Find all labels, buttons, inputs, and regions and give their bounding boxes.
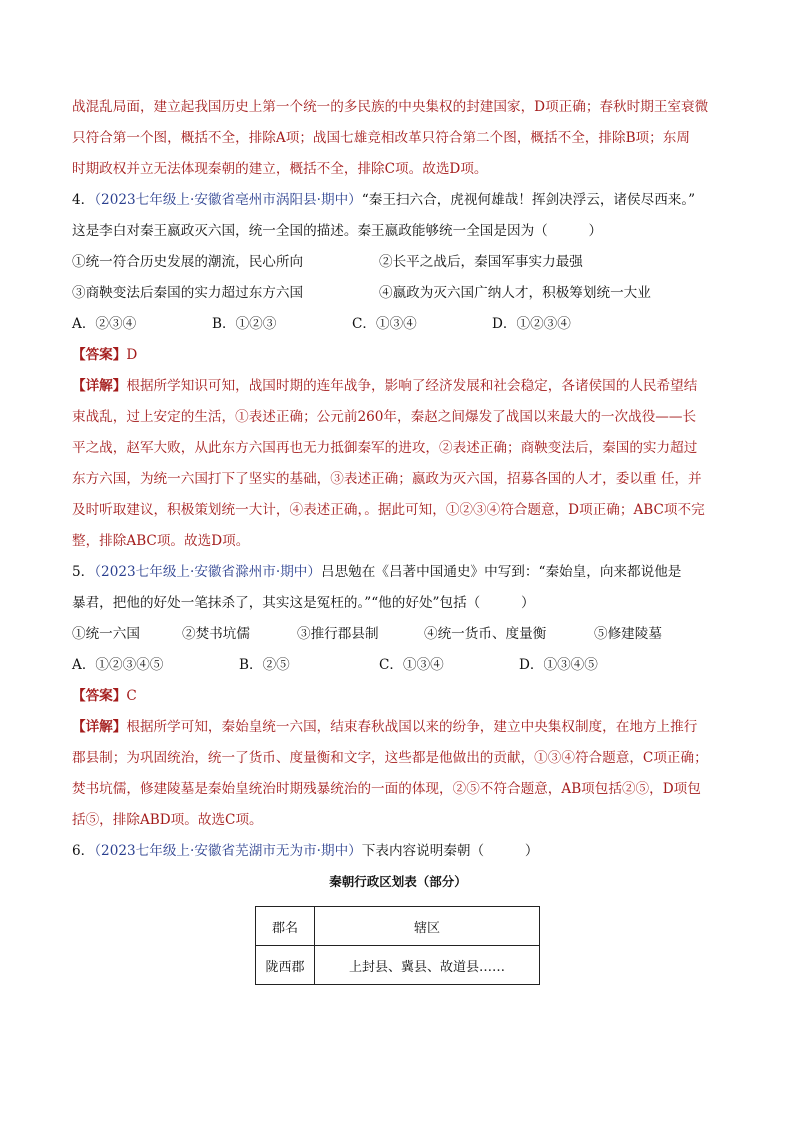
detail-text: 根据所学可知，秦始皇统一六国，结束春秋战国以来的纷争，建立中央集权制度，在地方上推行	[126, 719, 698, 735]
question-4-items-row	[72, 278, 724, 309]
question-5-stem	[72, 557, 724, 588]
option-b: B．①②③	[212, 316, 277, 332]
question-5-items-row	[72, 619, 724, 650]
question-number: 4．	[72, 192, 95, 208]
question-source: （2023七年级上·安徽省滁州市·期中）	[94, 564, 321, 580]
intro-line: 时期政权并立无法体现秦朝的建立，概括不全，排除C项。故选D项。	[72, 161, 488, 177]
option-a: A．②③④	[72, 316, 137, 332]
statement-item: ②长平之战后，秦国军事实力最强	[379, 254, 583, 270]
intro-line: 只符合第一个图，概括不全，排除A项；战国七雄竞相改革只符合第二个图，概括不全，排除B项；东周	[72, 130, 690, 146]
statement-item: ①统一六国	[72, 626, 140, 642]
option-c: C．①③④	[352, 316, 417, 332]
question-6-stem	[72, 836, 724, 867]
table-header-cell: 郡名	[256, 907, 315, 946]
admin-division-table	[255, 906, 540, 985]
question-stem-line: 这是李白对秦王嬴政灭六国，统一全国的描述。秦王嬴政能够统一全国是因为（ ）	[72, 223, 603, 239]
question-4-options	[72, 309, 724, 340]
table-header-row	[256, 907, 540, 946]
detail-line: 及时听取建议，积极策划统一大计，④表述正确，。据此可知，①②③④符合题意，D项正确；ABC项不完	[72, 502, 705, 518]
detail-line: 束战乱，过上安定的生活，①表述正确；公元前260年，秦赵之间爆发了战国以来最大的一次战役——长	[72, 409, 697, 425]
detail-line: 东方六国，为统一六国打下了坚实的基础，③表述正确；嬴政为灭六国，招募各国的人才，委以重 任，并	[72, 471, 702, 487]
detail-line	[72, 712, 724, 743]
option-c: C．①③④	[379, 657, 444, 673]
answer-value: C	[126, 688, 137, 704]
detail-line	[72, 371, 724, 402]
option-d: D．①③④⑤	[519, 657, 598, 673]
detail-line: 整，排除ABC项。故选D项。	[72, 533, 250, 549]
answer-value: D	[126, 347, 138, 363]
question-stem: 下表内容说明秦朝（ ）	[361, 843, 539, 859]
detail-line: 焚书坑儒，修建陵墓是秦始皇统治时期残暴统治的一面的体现，②⑤不符合题意，AB项包括②⑤，D项包	[72, 781, 701, 797]
option-d: D．①②③④	[492, 316, 571, 332]
statement-item: ④统一货币、度量衡	[424, 626, 547, 642]
table-row	[256, 946, 540, 985]
table-caption: 秦朝行政区划表（部分）	[329, 874, 467, 889]
table-cell: 上封县、冀县、故道县……	[315, 946, 540, 985]
question-source: （2023七年级上·安徽省芜湖市无为市·期中）	[94, 843, 362, 859]
answer-tag: 【答案】	[72, 347, 127, 363]
question-stem: “秦王扫六合，虎视何雄哉！挥剑决浮云，诸侯尽西来。”	[361, 192, 696, 208]
question-5-options	[72, 650, 724, 681]
question-source: （2023七年级上·安徽省亳州市涡阳县·期中）	[94, 192, 362, 208]
statement-item: ⑤修建陵墓	[594, 626, 662, 642]
document-page	[72, 92, 724, 895]
statement-item: ③推行郡县制	[297, 626, 379, 642]
detail-tag: 【详解】	[72, 719, 127, 735]
option-b: B．②⑤	[239, 657, 290, 673]
statement-item: ④嬴政为灭六国广纳人才，积极筹划统一大业	[379, 285, 651, 301]
detail-line: 平之战，赵军大败，从此东方六国再也无力抵御秦军的进攻，②表述正确；商鞅变法后，秦国的实力超过	[72, 440, 698, 456]
detail-text: 根据所学知识可知，战国时期的连年战争，影响了经济发展和社会稳定，各诸侯国的人民希望结	[126, 378, 698, 394]
answer-line	[72, 340, 724, 371]
question-number: 6．	[72, 843, 95, 859]
question-stem: 吕思勉在《吕著中国通史》中写到：“秦始皇，向来都说他是	[321, 564, 682, 580]
question-number: 5．	[72, 564, 95, 580]
question-4-stem	[72, 185, 724, 216]
question-4-items-row	[72, 247, 724, 278]
answer-tag: 【答案】	[72, 688, 127, 704]
table-header-cell: 辖区	[315, 907, 540, 946]
detail-line: 括⑤，排除ABD项。故选C项。	[72, 812, 263, 828]
statement-item: ①统一符合历史发展的潮流，民心所向	[72, 254, 304, 270]
answer-line	[72, 681, 724, 712]
detail-tag: 【详解】	[72, 378, 127, 394]
question-stem-line: 暴君，把他的好处一笔抹杀了，其实这是冤枉的。”“他的好处”包括（ ）	[72, 595, 535, 611]
option-a: A．①②③④⑤	[72, 657, 164, 673]
detail-line: 郡县制；为巩固统治，统一了货币、度量衡和文字，这些都是他做出的贡献，①③④符合题意，C项正确；	[72, 750, 708, 766]
statement-item: ③商鞅变法后秦国的实力超过东方六国	[72, 285, 304, 301]
statement-item: ②焚书坑儒	[182, 626, 250, 642]
intro-line: 战混乱局面，建立起我国历史上第一个统一的多民族的中央集权的封建国家，D项正确；春秋时期王室衰微	[72, 99, 709, 115]
table-cell: 陇西郡	[256, 946, 315, 985]
